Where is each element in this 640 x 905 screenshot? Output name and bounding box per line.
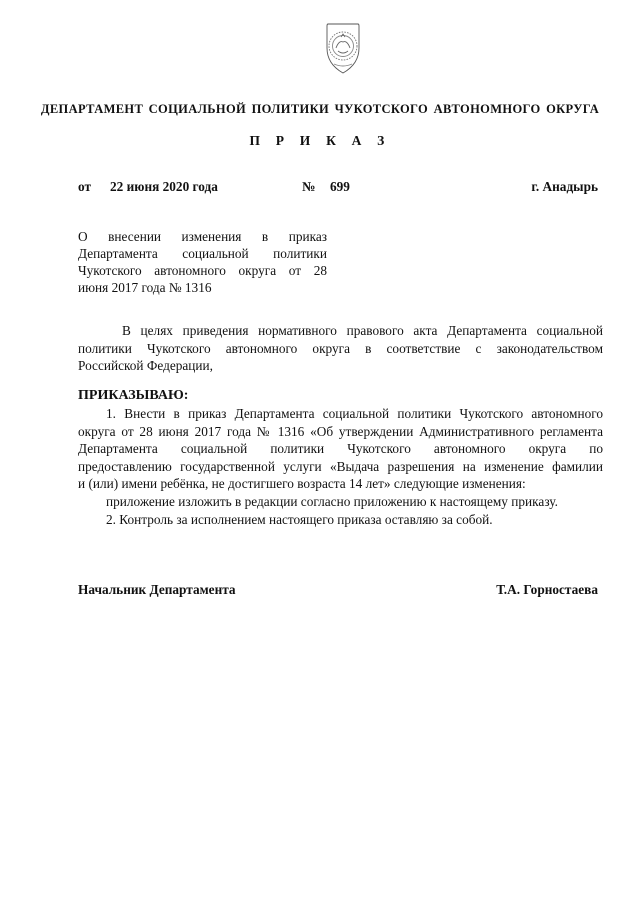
signatory-name: Т.А. Горностаева — [496, 582, 598, 597]
department-title: ДЕПАРТАМЕНТ СОЦИАЛЬНОЙ ПОЛИТИКИ ЧУКОТСКОГО АВТОНОМНОГО ОКРУГА — [40, 102, 600, 116]
document-type-title: П Р И К А З — [249, 133, 391, 148]
order-number: 699 — [330, 179, 350, 194]
number-sign: № — [302, 179, 316, 194]
order-place: г. Анадырь — [531, 179, 598, 194]
order-directive-word: ПРИКАЗЫВАЮ: — [78, 388, 189, 403]
subject-line: Чукотского автономного округа от 28 — [78, 263, 327, 278]
preamble-line: политики Чукотского автономного округа в соответствие с законодательством — [78, 340, 603, 356]
preamble-line: Российской Федерации, — [78, 358, 213, 374]
date-prefix: от — [78, 179, 92, 194]
item-1-subpoint: приложение изложить в редакции согласно приложению к настоящему приказу. — [106, 493, 558, 509]
subject-line: июня 2017 года № 1316 — [78, 280, 212, 295]
item-1-line: предоставлению государственной услуги «Выдача разрешения на изменение фамилии — [78, 458, 603, 474]
item-2-line: 2. Контроль за исполнением настоящего приказа оставляю за собой. — [106, 511, 493, 527]
item-1-line: и (или) имени ребёнка, не достигшего возраста 14 лет» следующие изменения: — [78, 476, 526, 492]
preamble-line: В целях приведения нормативного правового акта Департамента социальной — [122, 323, 603, 338]
item-1-paragraph — [78, 405, 603, 528]
subject-line: О внесении изменения в приказ — [78, 229, 327, 244]
item-1-line: округа от 28 июня 2017 года № 1316 «Об утверждении Административного регламента — [78, 423, 603, 439]
coat-of-arms-emblem-icon — [312, 18, 374, 80]
preamble-paragraph — [78, 322, 603, 375]
order-subject — [78, 228, 327, 296]
item-1-line: Департамента социальной политики Чукотского автономного округа по — [78, 441, 603, 457]
subject-line: Департамента социальной политики — [78, 246, 327, 261]
item-1-line: 1. Внести в приказ Департамента социальной политики Чукотского автономного — [106, 406, 603, 421]
signatory-position: Начальник Департамента — [78, 582, 236, 597]
order-date: 22 июня 2020 года — [110, 179, 218, 194]
